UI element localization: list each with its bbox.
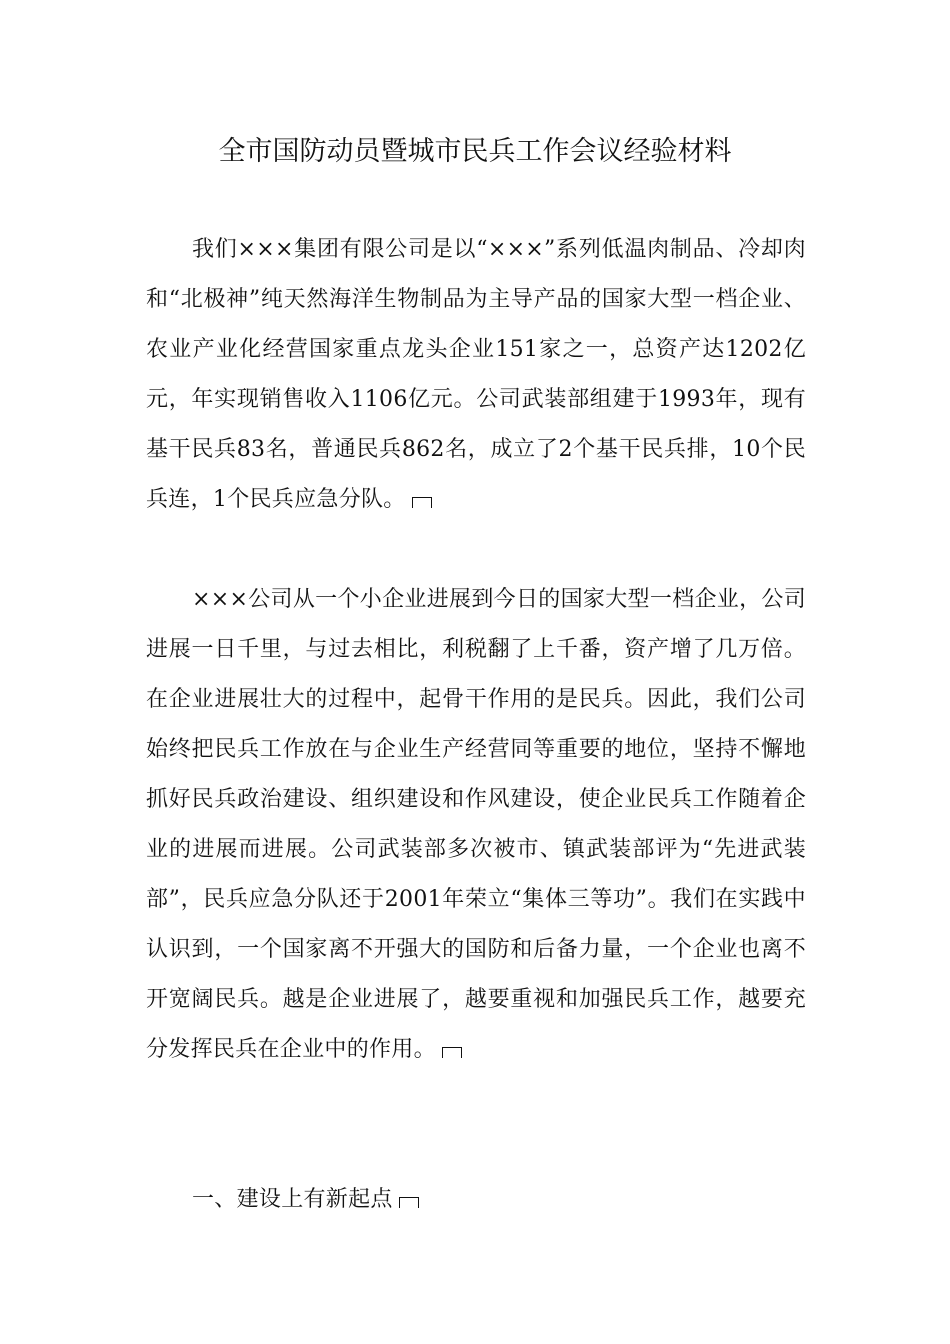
body-paragraph-1 [146, 225, 806, 525]
section-heading-text: 一、建设上有新起点 [192, 1187, 393, 1212]
paragraph-2-text: ×××公司从一个小企业进展到今日的国家大型一档企业，公司进展一日千里，与过去相比，利税翻了上千番，资产增了几万倍。在企业进展壮大的过程中，起骨干作用的是民兵。因此，我们公司始终把民兵工作放在与企业生产经营同等重要的地位，坚持不懈地抓好民兵政治建设、组织建设和作风建设，使企业民兵工作随着企业的进展而进展。公司武装部多次被市、镇武装部评为“先进武装部”，民兵应急分队还于2001年荣立“集体三等功”。我们在实践中认识到，一个国家离不开强大的国防和后备力量，一个企业也离不开宽阔民兵。越是企业进展了，越要重视和加强民兵工作，越要充分发挥民兵在企业中的作用。 [146, 587, 806, 1062]
section-heading [146, 1175, 806, 1225]
document-title: 全市国防动员暨城市民兵工作会议经验材料 [218, 136, 732, 167]
paragraph-1-text: 我们×××集团有限公司是以“×××”系列低温肉制品、冷却肉和“北极神”纯天然海洋生物制品为主导产品的国家大型一档企业、农业产业化经营国家重点龙头企业151家之一，总资产达1202亿元，年实现销售收入1106亿元。公司武装部组建于1993年，现有基干民兵83名，普通民兵862名，成立了2个基干民兵排，10个民兵连，1个民兵应急分队。 [146, 237, 806, 512]
paragraph-mark-icon [399, 1197, 419, 1208]
paragraph-mark-icon [442, 1047, 462, 1058]
paragraph-mark-icon [412, 497, 432, 508]
body-paragraph-2 [146, 575, 806, 1075]
